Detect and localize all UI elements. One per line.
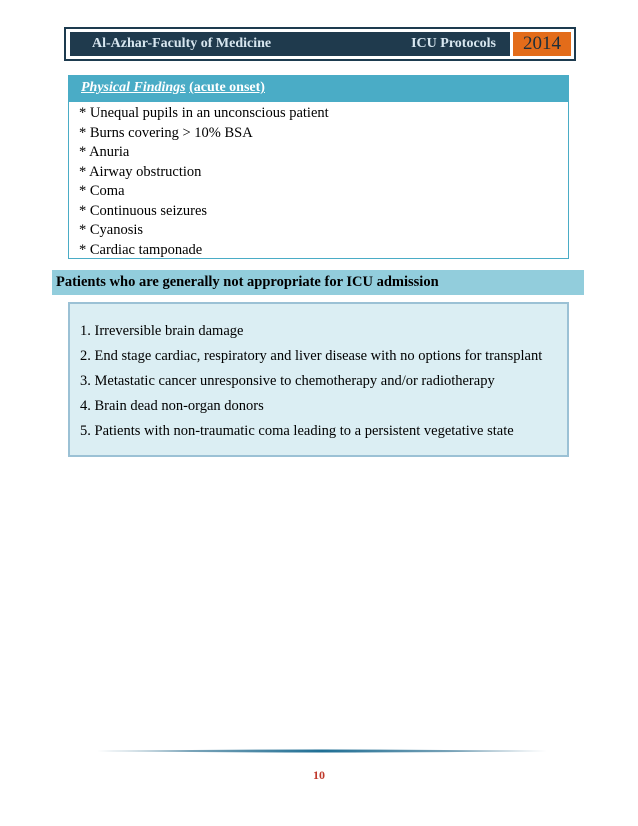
list-item: * Cyanosis — [79, 222, 144, 238]
list-item: * Cardiac tamponade — [79, 241, 203, 258]
list-item: * Airway obstruction — [79, 163, 202, 180]
list-item: * Anuria — [79, 144, 130, 160]
list-item: * Burns covering > 10% BSA — [79, 124, 253, 141]
findings-list — [69, 102, 568, 260]
header-year: 2014 — [513, 32, 571, 56]
list-item: 5. Patients with non-traumatic coma leading to a persistent vegetative state — [80, 423, 514, 439]
list-item: * Coma — [79, 183, 125, 199]
list-item: 1. Irreversible brain damage — [80, 323, 244, 339]
not-appropriate-box — [68, 302, 569, 457]
page-number: 10 — [313, 768, 325, 782]
physical-findings-heading — [69, 76, 568, 102]
list-item: * Unequal pupils in an unconscious patient — [79, 105, 329, 121]
footer-divider — [97, 749, 547, 753]
physical-findings-box — [68, 75, 569, 259]
header-band — [70, 32, 510, 56]
list-item: 2. End stage cardiac, respiratory and liver disease with no options for transplant — [80, 348, 543, 364]
section-title: Patients who are generally not appropriate for ICU admission — [52, 270, 584, 295]
header-title: ICU Protocols — [411, 36, 496, 51]
findings-heading-sub: (acute onset) — [189, 80, 265, 95]
criteria-list — [70, 304, 567, 444]
page-header — [64, 27, 576, 61]
list-item: 4. Brain dead non-organ donors — [80, 398, 264, 414]
findings-heading-main: Physical Findings — [81, 80, 186, 95]
list-item: * Continuous seizures — [79, 202, 208, 219]
list-item: 3. Metastatic cancer unresponsive to chemotherapy and/or radiotherapy — [80, 373, 495, 389]
header-institution: Al-Azhar-Faculty of Medicine — [92, 36, 272, 51]
